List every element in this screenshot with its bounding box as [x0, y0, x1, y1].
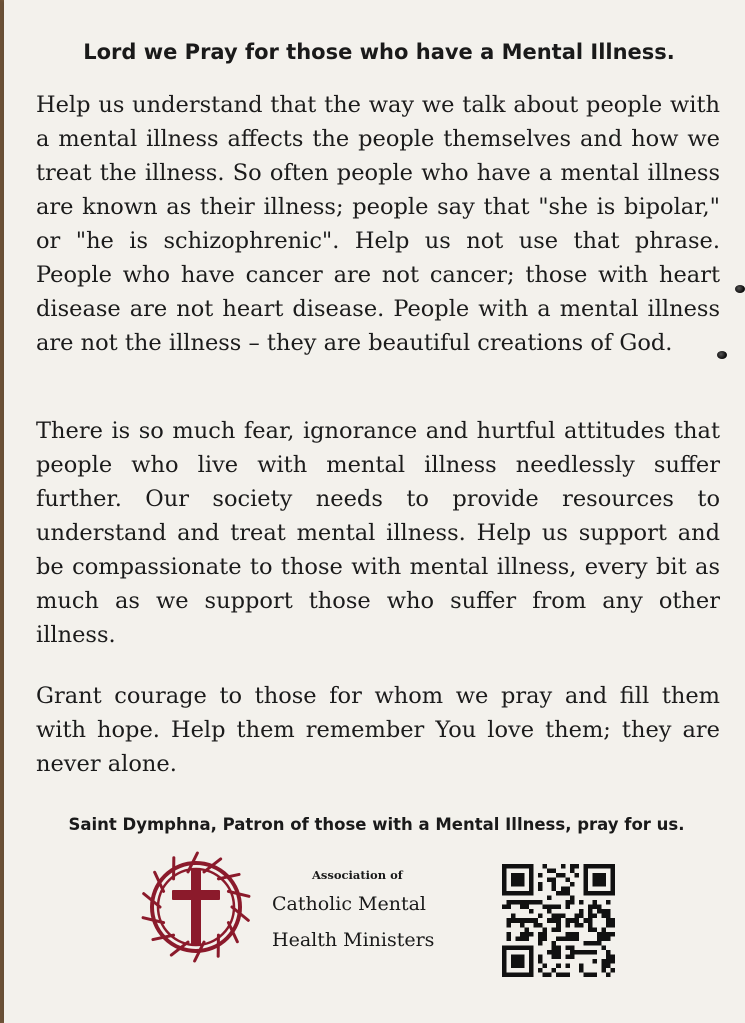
prayer-paragraph-1: Help us understand that the way we talk about people with a mental illness affects the people themselves and how we treat the illness. So often people who have a mental illness are known as their illness; people say that "she is bipolar," or "he is schizophrenic". Help us not use that phrase. People who have cancer are not cancer; those with heart disease are not heart disease. People with a mental illness are not the illness – they are beautiful creations of God.: [36, 92, 720, 356]
org-name-line-2: Health Ministers: [272, 929, 435, 951]
qr-code-icon[interactable]: [502, 864, 615, 977]
prayer-title: Lord we Pray for those who have a Mental Illness.: [83, 40, 675, 64]
prayer-paragraph-3: Grant courage to those for whom we pray and fill them with hope. Help them remember You love them; they are never alone.: [36, 683, 720, 777]
org-prefix: Association of: [312, 868, 403, 882]
pin-hole: [735, 285, 745, 293]
closing-invocation: Saint Dymphna, Patron of those with a Mental Illness, pray for us.: [68, 815, 685, 834]
org-name-line-1: Catholic Mental: [272, 893, 426, 915]
cross-thorn-crown-icon: [137, 848, 255, 966]
prayer-card: [4, 0, 745, 1023]
prayer-paragraph-2: There is so much fear, ignorance and hurtful attitudes that people who live with mental illness needlessly suffer further. Our society needs to provide resources to understand and treat mental illness. Help us support and be compassionate to those with mental illness, every bit as much as we support those who suffer from any other illness.: [36, 418, 720, 648]
pin-hole: [717, 351, 727, 359]
